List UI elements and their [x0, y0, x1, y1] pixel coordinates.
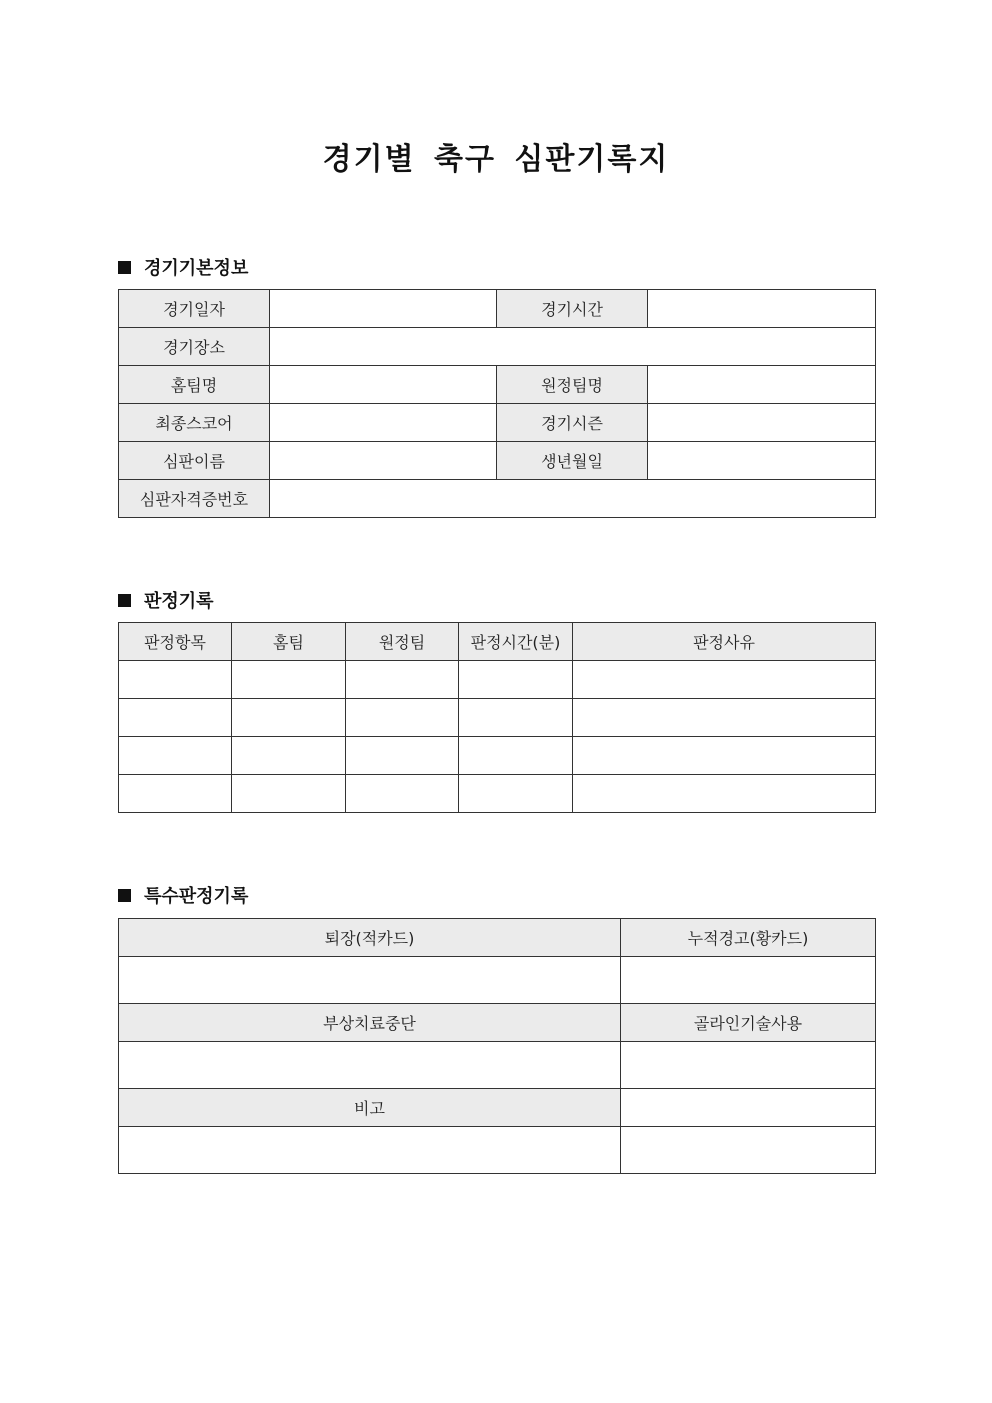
table-cell[interactable]	[119, 661, 232, 699]
table-cell[interactable]	[459, 775, 573, 813]
goal-line-tech-field[interactable]	[621, 1042, 876, 1089]
section-title: 판정기록	[144, 591, 214, 612]
section-special-heading	[118, 882, 248, 908]
table-row	[119, 661, 876, 699]
label-venue: 경기장소	[119, 328, 270, 366]
match-time-field[interactable]	[648, 290, 876, 328]
table-cell[interactable]	[119, 775, 232, 813]
table-cell[interactable]	[459, 661, 573, 699]
label-birth-date: 생년월일	[497, 442, 648, 480]
section-title: 경기기본정보	[144, 258, 249, 279]
table-cell[interactable]	[232, 775, 346, 813]
table-row	[119, 775, 876, 813]
table-cell[interactable]	[346, 737, 459, 775]
label-away-team: 원정팀명	[497, 366, 648, 404]
table-cell[interactable]	[459, 737, 573, 775]
column-header: 판정사유	[573, 623, 876, 661]
special-decisions-table	[118, 918, 876, 1174]
label-remarks: 비고	[119, 1089, 621, 1127]
square-bullet-icon	[118, 261, 131, 274]
square-bullet-icon	[118, 889, 131, 902]
column-header: 원정팀	[346, 623, 459, 661]
remarks-field[interactable]	[119, 1127, 621, 1174]
label-license-no: 심판자격증번호	[119, 480, 270, 518]
label-red-card: 퇴장(적카드)	[119, 919, 621, 957]
table-cell[interactable]	[459, 699, 573, 737]
table-cell[interactable]	[346, 775, 459, 813]
table-cell[interactable]	[573, 737, 876, 775]
table-row	[119, 699, 876, 737]
red-card-field[interactable]	[119, 957, 621, 1004]
table-cell[interactable]	[232, 737, 346, 775]
table-cell[interactable]	[232, 661, 346, 699]
square-bullet-icon	[118, 594, 131, 607]
section-decisions-heading	[118, 587, 214, 613]
blank-cell[interactable]	[621, 1127, 876, 1174]
table-cell[interactable]	[346, 661, 459, 699]
page-title: 경기별 축구 심판기록지	[322, 142, 670, 177]
label-goal-line-tech: 골라인기술사용	[621, 1004, 876, 1042]
table-cell[interactable]	[119, 737, 232, 775]
birth-date-field[interactable]	[648, 442, 876, 480]
label-home-team: 홈팀명	[119, 366, 270, 404]
table-cell[interactable]	[573, 775, 876, 813]
table-cell[interactable]	[573, 661, 876, 699]
table-cell[interactable]	[346, 699, 459, 737]
final-score-field[interactable]	[270, 404, 497, 442]
away-team-field[interactable]	[648, 366, 876, 404]
table-cell[interactable]	[119, 699, 232, 737]
label-yellow-card: 누적경고(황카드)	[621, 919, 876, 957]
label-season: 경기시즌	[497, 404, 648, 442]
yellow-card-field[interactable]	[621, 957, 876, 1004]
label-match-date: 경기일자	[119, 290, 270, 328]
label-final-score: 최종스코어	[119, 404, 270, 442]
venue-field[interactable]	[270, 328, 876, 366]
blank-cell[interactable]	[621, 1089, 876, 1127]
label-injury-stoppage: 부상치료중단	[119, 1004, 621, 1042]
column-header: 판정시간(분)	[459, 623, 573, 661]
referee-name-field[interactable]	[270, 442, 497, 480]
season-field[interactable]	[648, 404, 876, 442]
decisions-table	[118, 622, 876, 813]
table-cell[interactable]	[573, 699, 876, 737]
label-match-time: 경기시간	[497, 290, 648, 328]
table-row	[119, 737, 876, 775]
section-basic-info-heading	[118, 254, 248, 280]
column-header: 홈팀	[232, 623, 346, 661]
match-date-field[interactable]	[270, 290, 497, 328]
table-cell[interactable]	[232, 699, 346, 737]
home-team-field[interactable]	[270, 366, 497, 404]
injury-stoppage-field[interactable]	[119, 1042, 621, 1089]
column-header: 판정항목	[119, 623, 232, 661]
section-title: 특수판정기록	[144, 886, 249, 907]
basic-info-table	[118, 289, 876, 518]
label-referee-name: 심판이름	[119, 442, 270, 480]
license-no-field[interactable]	[270, 480, 876, 518]
